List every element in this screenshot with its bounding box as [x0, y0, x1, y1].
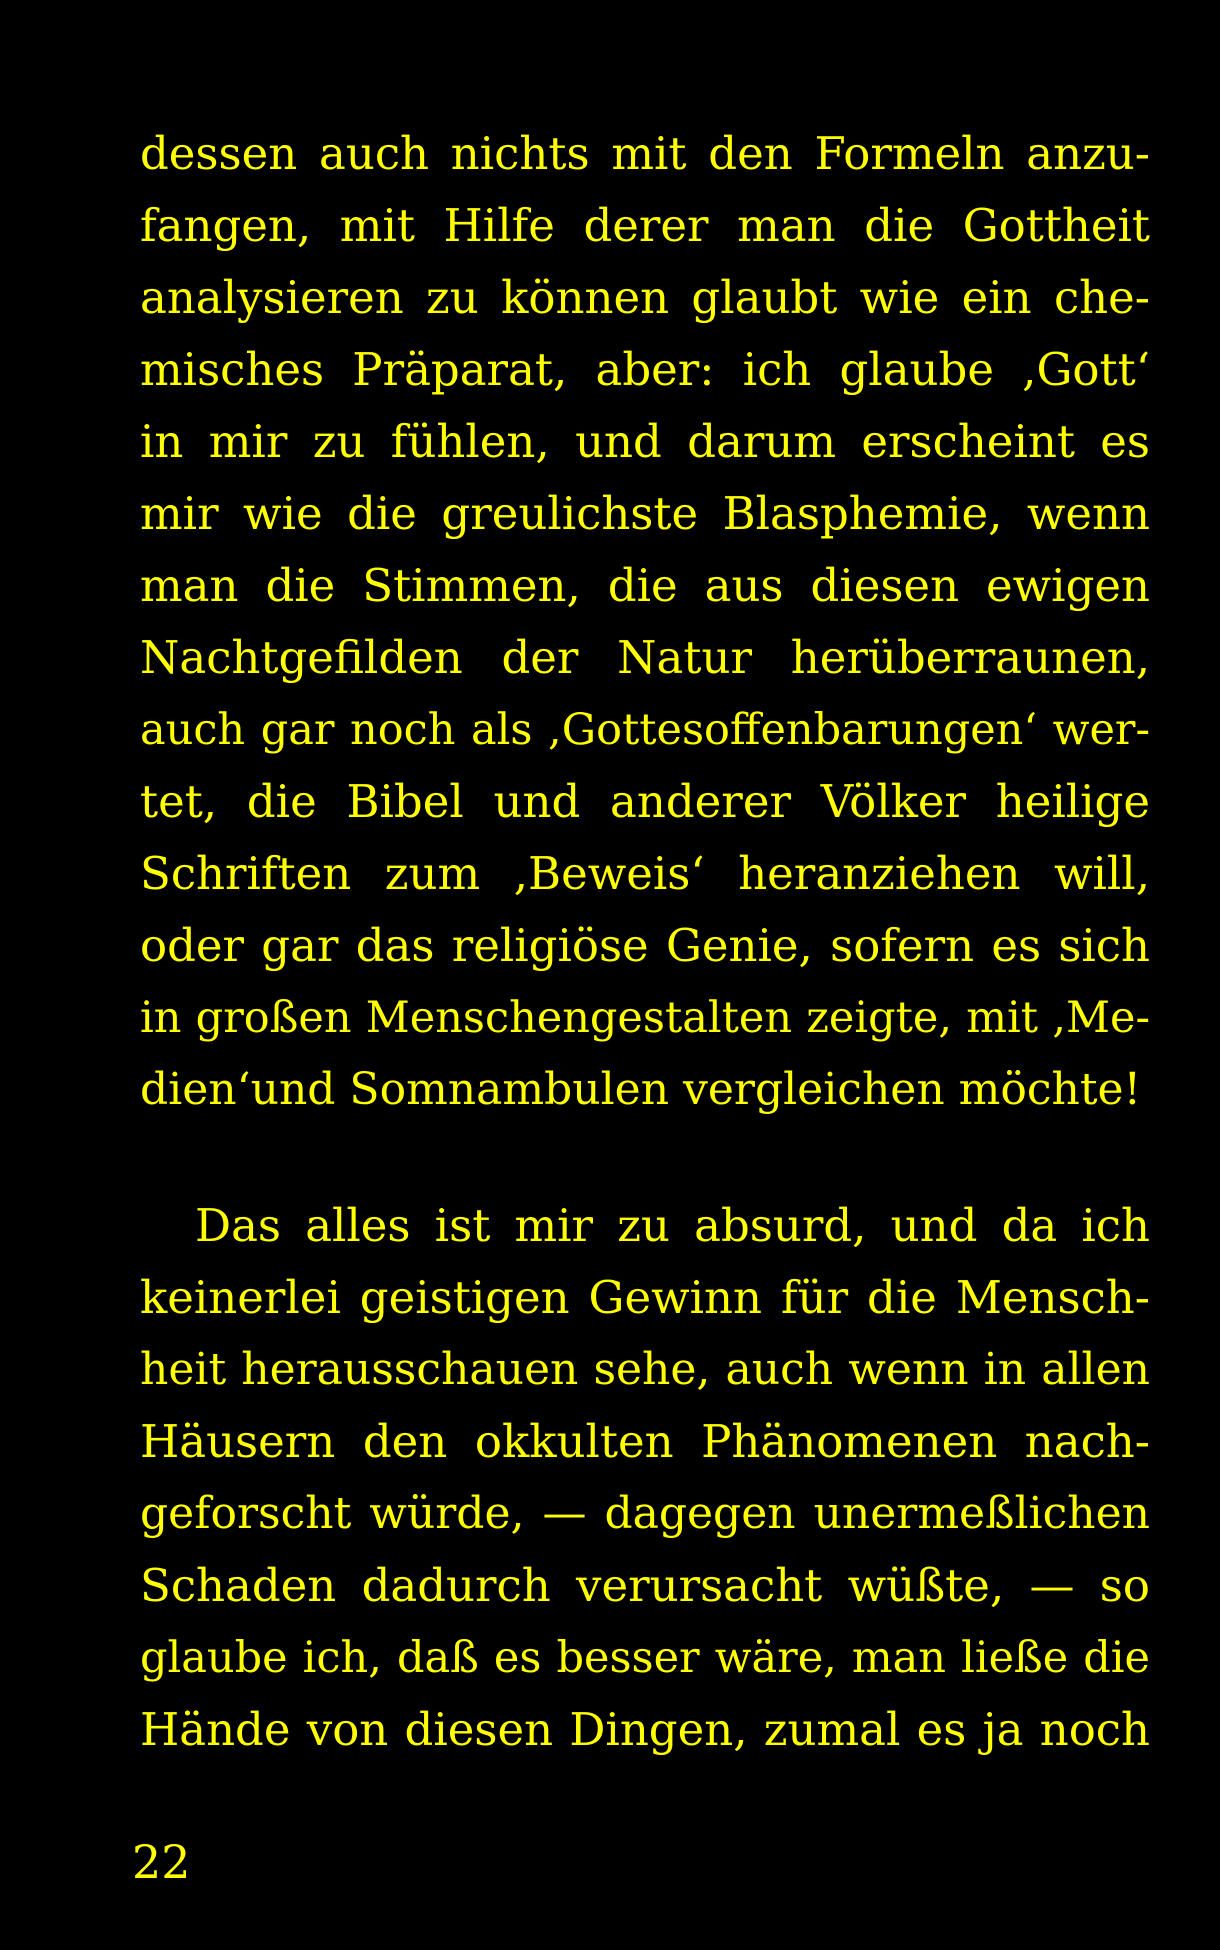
- text-line: Nachtgefilden der Natur herüberraunen,: [140, 631, 1150, 684]
- text-line: in großen Menschengestalten zeigte, mit ,Me-: [140, 993, 1150, 1043]
- text-line: auch gar noch als ,Gottesoffenbarungen‘ wer-: [140, 705, 1150, 755]
- text-line: man die Stimmen, die aus diesen ewigen: [140, 559, 1150, 612]
- text-line: glaube ich, daß es besser wäre, man ließe die: [140, 1633, 1150, 1683]
- text-line: geforscht würde, — dagegen unermeßlichen: [140, 1488, 1150, 1539]
- text-line: keinerlei geistigen Gewinn für die Mensch-: [140, 1271, 1150, 1324]
- text-line: Schaden dadurch verursacht wüßte, — so: [140, 1559, 1150, 1612]
- page-number: 22: [132, 1835, 191, 1889]
- text-line: Hände von diesen Dingen, zumal es ja noch: [140, 1703, 1150, 1756]
- paragraph-1: [140, 118, 1150, 1126]
- paragraph-2: [140, 1190, 1150, 1766]
- text-line: tet, die Bibel und anderer Völker heilige: [140, 775, 1150, 828]
- text-line: oder gar das religiöse Genie, sofern es sich: [140, 919, 1150, 972]
- text-line: Schriften zum ,Beweis‘ heranziehen will,: [140, 847, 1150, 900]
- text-line: dien‘und Somnambulen vergleichen möchte!: [140, 1064, 1142, 1115]
- text-line: in mir zu fühlen, und darum erscheint es: [140, 415, 1150, 468]
- text-line: Das alles ist mir zu absurd, und da ich: [195, 1199, 1150, 1252]
- text-line: mir wie die greulichste Blasphemie, wenn: [140, 487, 1150, 540]
- text-line: misches Präparat, aber: ich glaube ,Gott‘: [140, 343, 1150, 396]
- text-line: fangen, mit Hilfe derer man die Gottheit: [140, 199, 1150, 252]
- text-line: Häusern den okkulten Phänomenen nach-: [140, 1415, 1150, 1468]
- text-line: dessen auch nichts mit den Formeln anzu-: [140, 127, 1150, 180]
- text-line: heit herausschauen sehe, auch wenn in allen: [140, 1344, 1150, 1395]
- text-line: analysieren zu können glaubt wie ein che-: [140, 271, 1150, 324]
